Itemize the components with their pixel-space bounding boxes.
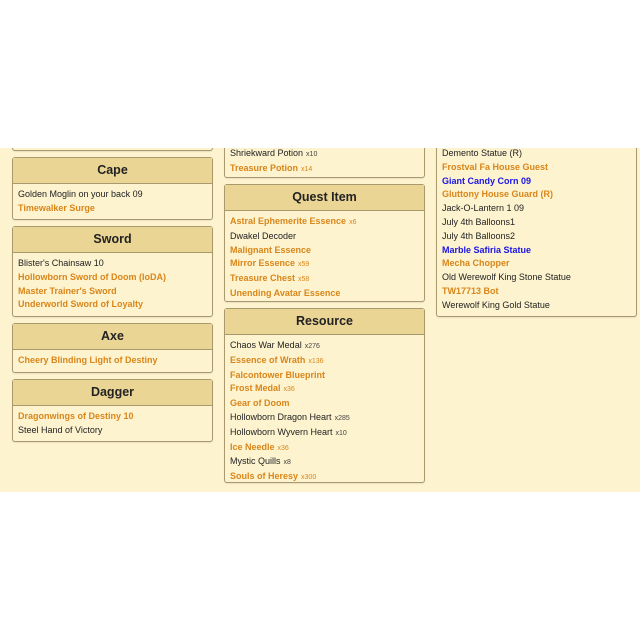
category-title: Axe xyxy=(13,324,212,350)
item-list xyxy=(13,184,212,216)
category-title: Cape xyxy=(13,158,212,184)
inventory-item[interactable] xyxy=(442,271,631,285)
item-quantity: x136 xyxy=(308,357,324,365)
item-name: July 4th Balloons1 xyxy=(442,216,516,227)
inventory-item[interactable] xyxy=(18,354,207,368)
item-quantity: x36 xyxy=(277,444,289,452)
inventory-item[interactable] xyxy=(230,455,419,470)
item-list xyxy=(225,335,424,485)
item-name: Chaos War Medal xyxy=(230,340,302,350)
item-name: Frostval Fa House Guest xyxy=(442,161,549,172)
inventory-box-partial xyxy=(12,148,213,151)
item-list xyxy=(225,148,424,177)
category-title: Quest Item xyxy=(225,185,424,211)
item-name: Souls of Heresy xyxy=(230,471,299,482)
inventory-item[interactable] xyxy=(230,215,419,230)
inventory-item[interactable] xyxy=(442,230,631,244)
item-name: Underworld Sword of Loyalty xyxy=(18,299,144,310)
inventory-page xyxy=(0,148,640,492)
item-name: Master Trainer's Sword xyxy=(18,285,117,296)
item-name: Steel Hand of Victory xyxy=(18,424,103,435)
category-title: Sword xyxy=(13,227,212,253)
item-name: Timewalker Surge xyxy=(18,202,95,213)
category-box-cape xyxy=(12,157,213,220)
category-title: Dagger xyxy=(13,380,212,406)
item-name: Treasure Potion xyxy=(230,162,299,173)
item-quantity: x14 xyxy=(301,165,313,173)
item-name: Shriekward Potion xyxy=(230,148,304,158)
item-name: Hollowborn Wyvern Heart xyxy=(230,426,333,437)
item-name: Golden Moglin on your back 09 xyxy=(18,189,143,199)
item-quantity: x10 xyxy=(335,429,347,437)
item-name: Ice Needle xyxy=(230,441,275,452)
item-name: Old Werewolf King Stone Statue xyxy=(442,272,571,283)
inventory-item[interactable] xyxy=(230,162,419,177)
inventory-item[interactable] xyxy=(230,369,419,383)
item-list xyxy=(13,253,212,312)
item-name: Blister's Chainsaw 10 xyxy=(18,258,104,268)
item-name: Gear of Doom xyxy=(230,398,290,409)
inventory-item[interactable] xyxy=(18,257,207,271)
inventory-item[interactable] xyxy=(442,161,631,175)
category-box-sword xyxy=(12,226,213,317)
inventory-item[interactable] xyxy=(18,298,207,312)
inventory-item[interactable] xyxy=(230,411,419,426)
inventory-item[interactable] xyxy=(230,339,419,354)
item-quantity: x285 xyxy=(334,414,350,422)
item-name: Malignant Essence xyxy=(230,244,312,255)
inventory-item[interactable] xyxy=(442,257,631,271)
item-quantity: x58 xyxy=(298,276,310,284)
inventory-item[interactable] xyxy=(230,287,419,301)
inventory-item[interactable] xyxy=(442,216,631,230)
item-name: Mecha Chopper xyxy=(442,258,510,269)
inventory-item[interactable] xyxy=(230,441,419,456)
item-name: Gluttony House Guard (R) xyxy=(442,189,553,200)
item-quantity: x59 xyxy=(298,261,310,269)
category-box-potions xyxy=(224,148,425,178)
item-quantity: x276 xyxy=(304,343,320,350)
category-box-house-items xyxy=(436,148,637,317)
item-name: Demento Statue (R) xyxy=(442,148,523,158)
category-box-resource xyxy=(224,308,425,483)
inventory-item[interactable] xyxy=(230,148,419,162)
item-name: Hollowborn Sword of Doom (IoDA) xyxy=(18,271,166,282)
item-quantity: x6 xyxy=(349,219,357,226)
inventory-item[interactable] xyxy=(230,382,419,397)
inventory-item[interactable] xyxy=(230,354,419,369)
item-list xyxy=(437,148,636,313)
item-name: Werewolf King Gold Statue xyxy=(442,299,550,310)
inventory-item[interactable] xyxy=(230,244,419,258)
item-name: Cheery Blinding Light of Destiny xyxy=(18,355,158,365)
inventory-item[interactable] xyxy=(230,470,419,485)
item-quantity: x10 xyxy=(306,151,318,158)
inventory-item[interactable] xyxy=(18,285,207,299)
inventory-item[interactable] xyxy=(18,188,207,202)
item-quantity: x300 xyxy=(301,474,317,482)
item-name: Essence of Wrath xyxy=(230,354,306,365)
inventory-item[interactable] xyxy=(230,426,419,441)
item-list xyxy=(225,211,424,301)
item-list xyxy=(13,350,212,368)
inventory-item[interactable] xyxy=(442,188,631,202)
inventory-item[interactable] xyxy=(442,148,631,161)
item-name: July 4th Balloons2 xyxy=(442,230,516,241)
inventory-item[interactable] xyxy=(442,285,631,299)
item-name: Hollowborn Dragon Heart xyxy=(230,411,332,422)
inventory-item[interactable] xyxy=(18,271,207,285)
category-box-dagger xyxy=(12,379,213,442)
item-name: Dragonwings of Destiny 10 xyxy=(18,411,134,421)
inventory-item[interactable] xyxy=(442,175,631,189)
inventory-item[interactable] xyxy=(230,397,419,411)
item-name: Unending Avatar Essence xyxy=(230,287,341,298)
item-name: Marble Safiria Statue xyxy=(442,244,532,255)
inventory-item[interactable] xyxy=(18,424,207,438)
inventory-item[interactable] xyxy=(442,202,631,216)
inventory-item[interactable] xyxy=(18,410,207,424)
inventory-item[interactable] xyxy=(230,257,419,272)
inventory-item[interactable] xyxy=(230,272,419,287)
item-name: Dwakel Decoder xyxy=(230,230,297,241)
category-box-quest-item xyxy=(224,184,425,302)
item-name: Mirror Essence xyxy=(230,258,296,269)
item-quantity: x8 xyxy=(283,459,291,467)
inventory-item[interactable] xyxy=(230,230,419,244)
inventory-item[interactable] xyxy=(442,244,631,258)
item-list xyxy=(13,406,212,438)
item-name: Frost Medal xyxy=(230,383,281,394)
item-name: Astral Ephemerite Essence xyxy=(230,216,347,226)
item-name: Jack-O-Lantern 1 09 xyxy=(442,203,525,214)
item-name: Mystic Quills xyxy=(230,456,281,467)
item-name: Falcontower Blueprint xyxy=(230,369,326,380)
category-title: Resource xyxy=(225,309,424,335)
item-name: Treasure Chest xyxy=(230,273,296,284)
inventory-item[interactable] xyxy=(442,299,631,313)
item-quantity: x36 xyxy=(283,386,295,394)
item-name: Giant Candy Corn 09 xyxy=(442,175,532,186)
inventory-item[interactable] xyxy=(18,202,207,216)
category-box-axe xyxy=(12,323,213,373)
item-name: TW17713 Bot xyxy=(442,285,499,296)
